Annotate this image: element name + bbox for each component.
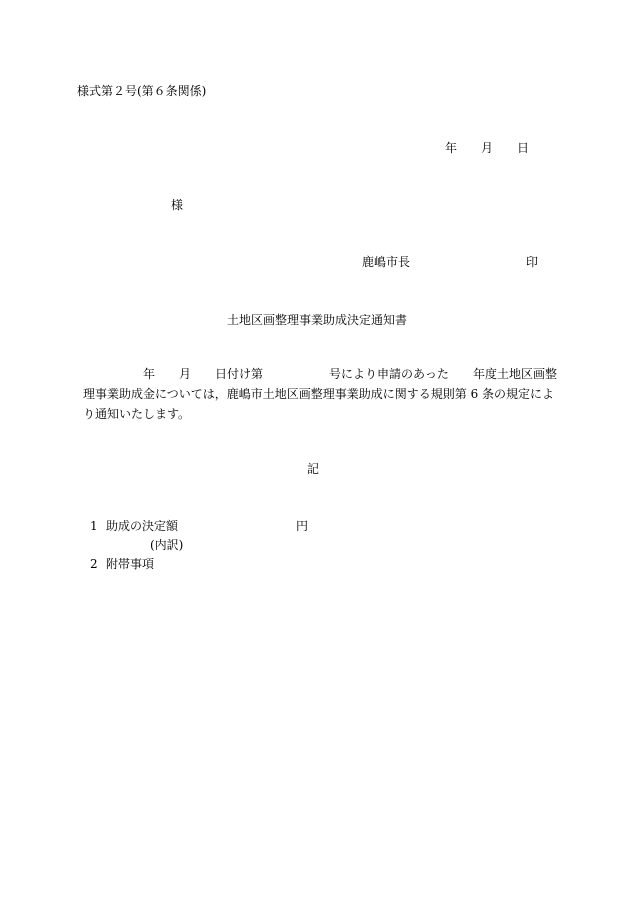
- body-request-text: 号により申請のあった: [329, 367, 449, 381]
- seal-mark: 印: [526, 255, 539, 269]
- body-line-3: り通知いたします。: [83, 407, 191, 421]
- ki-heading: 記: [307, 462, 320, 476]
- body-dated-no: 日付け第: [215, 367, 264, 381]
- document-title: 土地区画整理事業助成決定通知書: [227, 313, 408, 327]
- date-day-label: 日: [517, 141, 530, 155]
- form-number: 様式第２号(第６条関係): [77, 84, 207, 98]
- body-fiscal-year-text: 年度土地区画整: [473, 367, 558, 381]
- body-line-1: [143, 367, 557, 381]
- recipient-suffix: 様: [171, 198, 184, 212]
- date-month-label: 月: [481, 141, 494, 155]
- item-1-number: 1: [90, 519, 98, 533]
- item-2-number: 2: [90, 557, 98, 571]
- item-1-label: 助成の決定額: [106, 519, 179, 533]
- body-year-label: 年: [143, 367, 156, 381]
- body-line-2: 理事業助成金については，鹿嶋市土地区画整理事業助成に関する規則第 6 条の規定によ: [83, 387, 555, 401]
- item-1-breakdown: (内訳): [150, 538, 184, 552]
- date-year-label: 年: [445, 141, 458, 155]
- item-2-label: 附帯事項: [106, 557, 155, 571]
- item-1-unit: 円: [296, 519, 309, 533]
- date-line: [445, 141, 529, 155]
- body-month-label: 月: [179, 367, 192, 381]
- issuer-name: 鹿嶋市長: [362, 255, 411, 269]
